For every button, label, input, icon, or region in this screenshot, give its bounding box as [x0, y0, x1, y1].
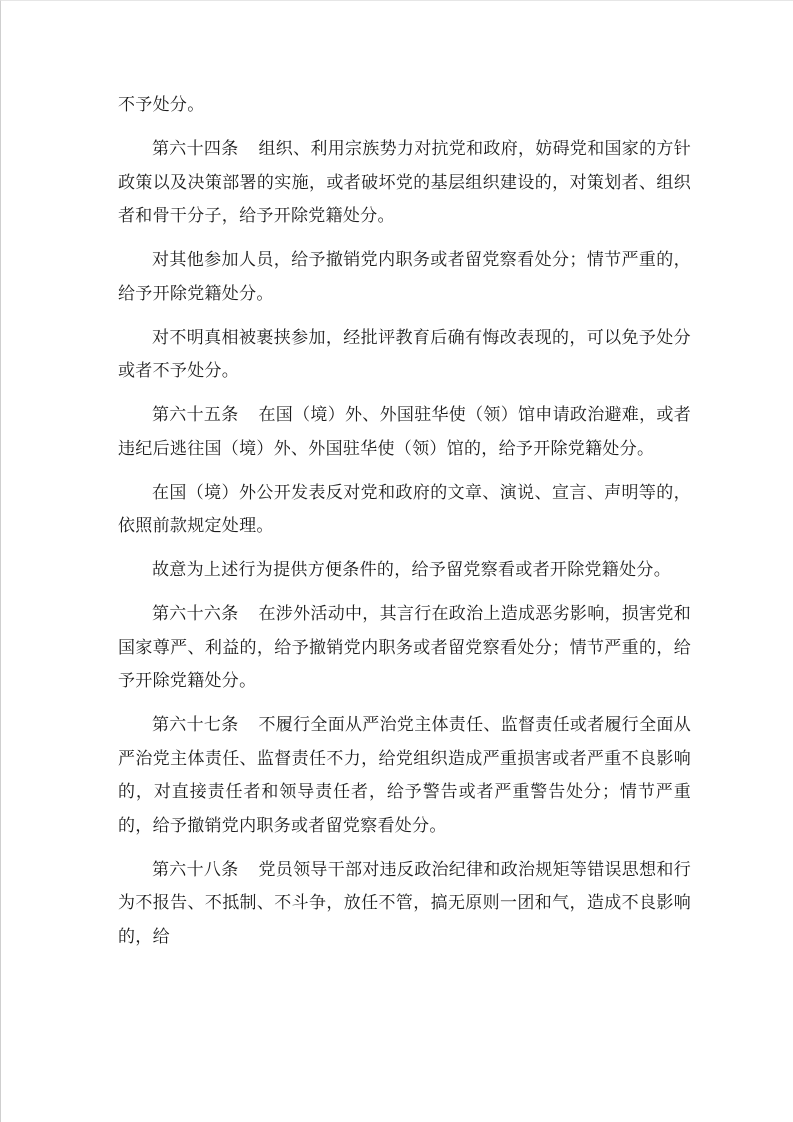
article-65 [118, 399, 691, 466]
article-number: 第六十八条 [152, 859, 239, 880]
paragraph-text: 不履行全面从严治党主体责任、监督责任或者履行全面从严治党主体责任、监督责任不力，给党组织造成严重损害或者严重不良影响的，对直接责任者和领导责任者，给予警告或者严重警告处分；情节严重的，给予撤销党内职务或者留党察看处分。 [118, 715, 691, 836]
article-67 [118, 709, 691, 843]
document-body [118, 89, 691, 965]
article-number: 第六十六条 [152, 604, 239, 624]
article-number: 第六十七条 [152, 715, 239, 735]
paragraph-text: 在国（境）外、外国驻华使（领）馆申请政治避难，或者违纪后逃往国（境）外、外国驻华使（领）馆的，给予开除党籍处分。 [118, 405, 691, 459]
article-66 [118, 598, 691, 699]
article-number: 第六十五条 [152, 405, 239, 425]
paragraph-6 [118, 477, 691, 544]
paragraph-text: 组织、利用宗族势力对抗党和政府，妨碍党和国家的方针政策以及决策部署的实施，或者破坏党的基层组织建设的，对策划者、组织者和骨干分子，给予开除党籍处分。 [118, 139, 691, 226]
paragraph-4 [118, 322, 691, 389]
paragraph-text: 在涉外活动中，其言行在政治上造成恶劣影响，损害党和国家尊严、利益的，给予撤销党内职务或者留党察看处分；情节严重的，给予开除党籍处分。 [118, 604, 691, 691]
article-number: 第六十四条 [152, 139, 239, 159]
paragraph-text: 故意为上述行为提供方便条件的，给予留党察看或者开除党籍处分。 [152, 560, 671, 580]
paragraph-text: 党员领导干部对违反政治纪律和政治规矩等错误思想和行为不报告、不抵制、不斗争，放任不管，搞无原则一团和气，造成不良影响的，给 [118, 859, 691, 947]
paragraph-text: 对不明真相被裹挟参加，经批评教育后确有悔改表现的，可以免予处分或者不予处分。 [118, 327, 691, 381]
article-64 [118, 133, 691, 234]
paragraph-text: 不予处分。 [118, 95, 205, 115]
paragraph-text: 在国（境）外公开发表反对党和政府的文章、演说、宣言、声明等的，依照前款规定处理。 [118, 482, 691, 536]
paragraph-1 [118, 89, 691, 123]
paragraph-text: 对其他参加人员，给予撤销党内职务或者留党察看处分；情节严重的，给予开除党籍处分。 [118, 250, 691, 304]
paragraph-7 [118, 554, 691, 588]
paragraph-3 [118, 244, 691, 311]
article-68 [118, 854, 691, 955]
